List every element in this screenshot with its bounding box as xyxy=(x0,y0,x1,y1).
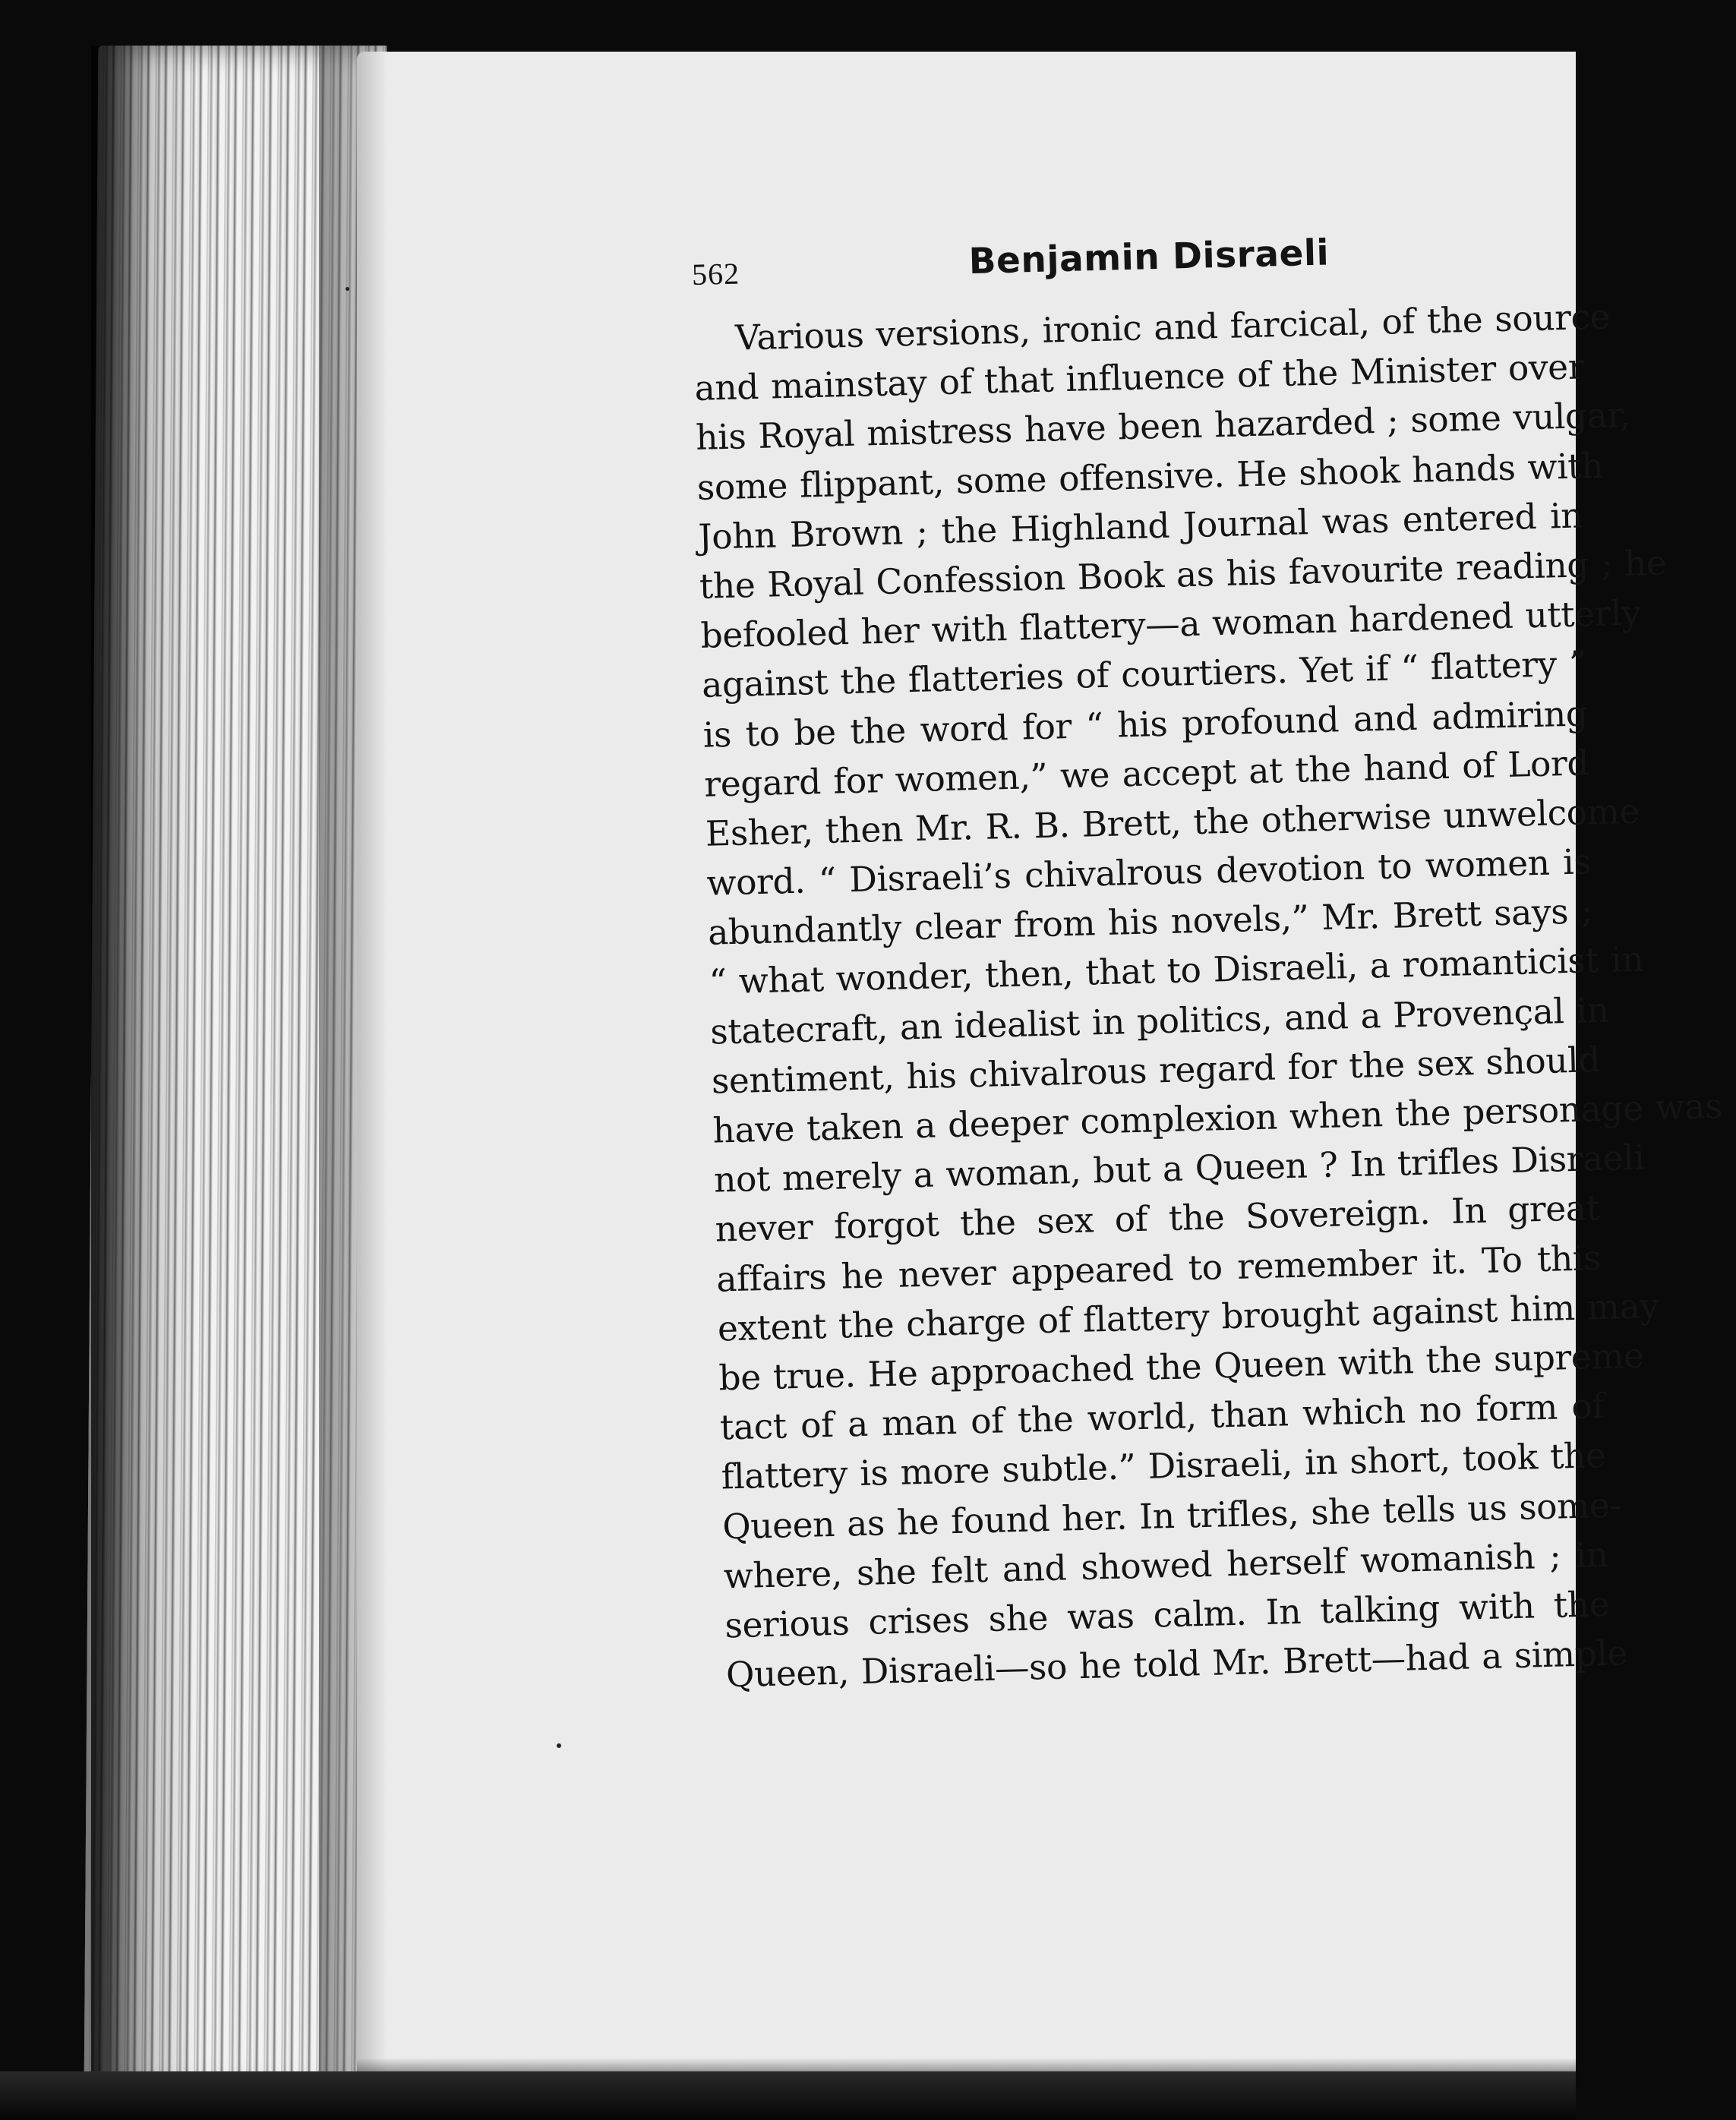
scan-speck xyxy=(346,287,349,291)
text-line: is to be the word for “ his profound and admiring xyxy=(702,692,1589,756)
text-line: serious crises she was calm. In talking with the xyxy=(724,1583,1610,1646)
text-line: Various versions, ironic and farcical, of the source xyxy=(734,296,1611,358)
text-line: his Royal mistress have been hazarded ; some vulgar, xyxy=(695,395,1631,459)
text-line: against the flatteries of courtiers. Yet if “ flattery ” xyxy=(701,643,1587,706)
text-line: flattery is more subtle.” Disraeli, in short, took the xyxy=(721,1435,1607,1497)
text-line: not merely a woman, but a Queen ? In trifles Disraeli xyxy=(713,1137,1646,1200)
page-title: Benjamin Disraeli xyxy=(968,232,1330,283)
text-line: some flippant, some offensive. He shook hands with xyxy=(696,445,1604,508)
text-line: where, she felt and showed herself womanish ; in xyxy=(723,1534,1609,1597)
text-line: tact of a man of the world, than which no form of xyxy=(719,1386,1605,1448)
text-line: Queen, Disraeli—so he told Mr. Brett—had a simple xyxy=(725,1633,1628,1696)
text-line: statecraft, an idealist in politics, and a Provençal in xyxy=(709,989,1610,1052)
text-line: abundantly clear from his novels,” Mr. Brett says ; xyxy=(707,891,1593,953)
text-line: “ what wonder, then, that to Disraeli, a romanticist in xyxy=(709,939,1644,1003)
edge-shadow xyxy=(91,46,197,2096)
text-line: affairs he never appeared to remember it. To this xyxy=(715,1237,1602,1300)
page-number: 562 xyxy=(691,256,740,292)
text-line: Esher, then Mr. R. B. Brett, the otherwise unwelcome xyxy=(705,790,1640,854)
gutter-shadow xyxy=(319,46,387,2096)
text-line: John Brown ; the Highland Journal was entered in xyxy=(697,495,1583,557)
text-block xyxy=(691,222,1723,1700)
text-line: be true. He approached the Queen with the supreme xyxy=(718,1335,1645,1399)
text-line: and mainstay of that influence of the Minister over xyxy=(694,346,1585,409)
text-line: never forgot the sex of the Sovereign. In great xyxy=(715,1188,1601,1250)
text-line: regard for women,” we accept at the hand of Lord xyxy=(703,743,1589,805)
text-line: befooled her with flattery—a woman hardened utterly xyxy=(699,592,1642,656)
text-line: Queen as he found her. In trifles, she tells us some- xyxy=(721,1484,1622,1547)
text-line: sentiment, his chivalrous regard for the sex should xyxy=(711,1039,1601,1102)
text-line: have taken a deeper complexion when the personage was xyxy=(712,1086,1723,1151)
text-line: word. “ Disraeli’s chivalrous devotion to women is xyxy=(705,841,1592,904)
body-text xyxy=(693,293,1723,1700)
scan-speck xyxy=(557,1743,561,1748)
text-line: extent the charge of flattery brought against him may xyxy=(717,1286,1660,1349)
scan-bottom-edge xyxy=(0,2071,1576,2120)
text-line: the Royal Confession Book as his favourite reading ; he xyxy=(699,542,1668,607)
